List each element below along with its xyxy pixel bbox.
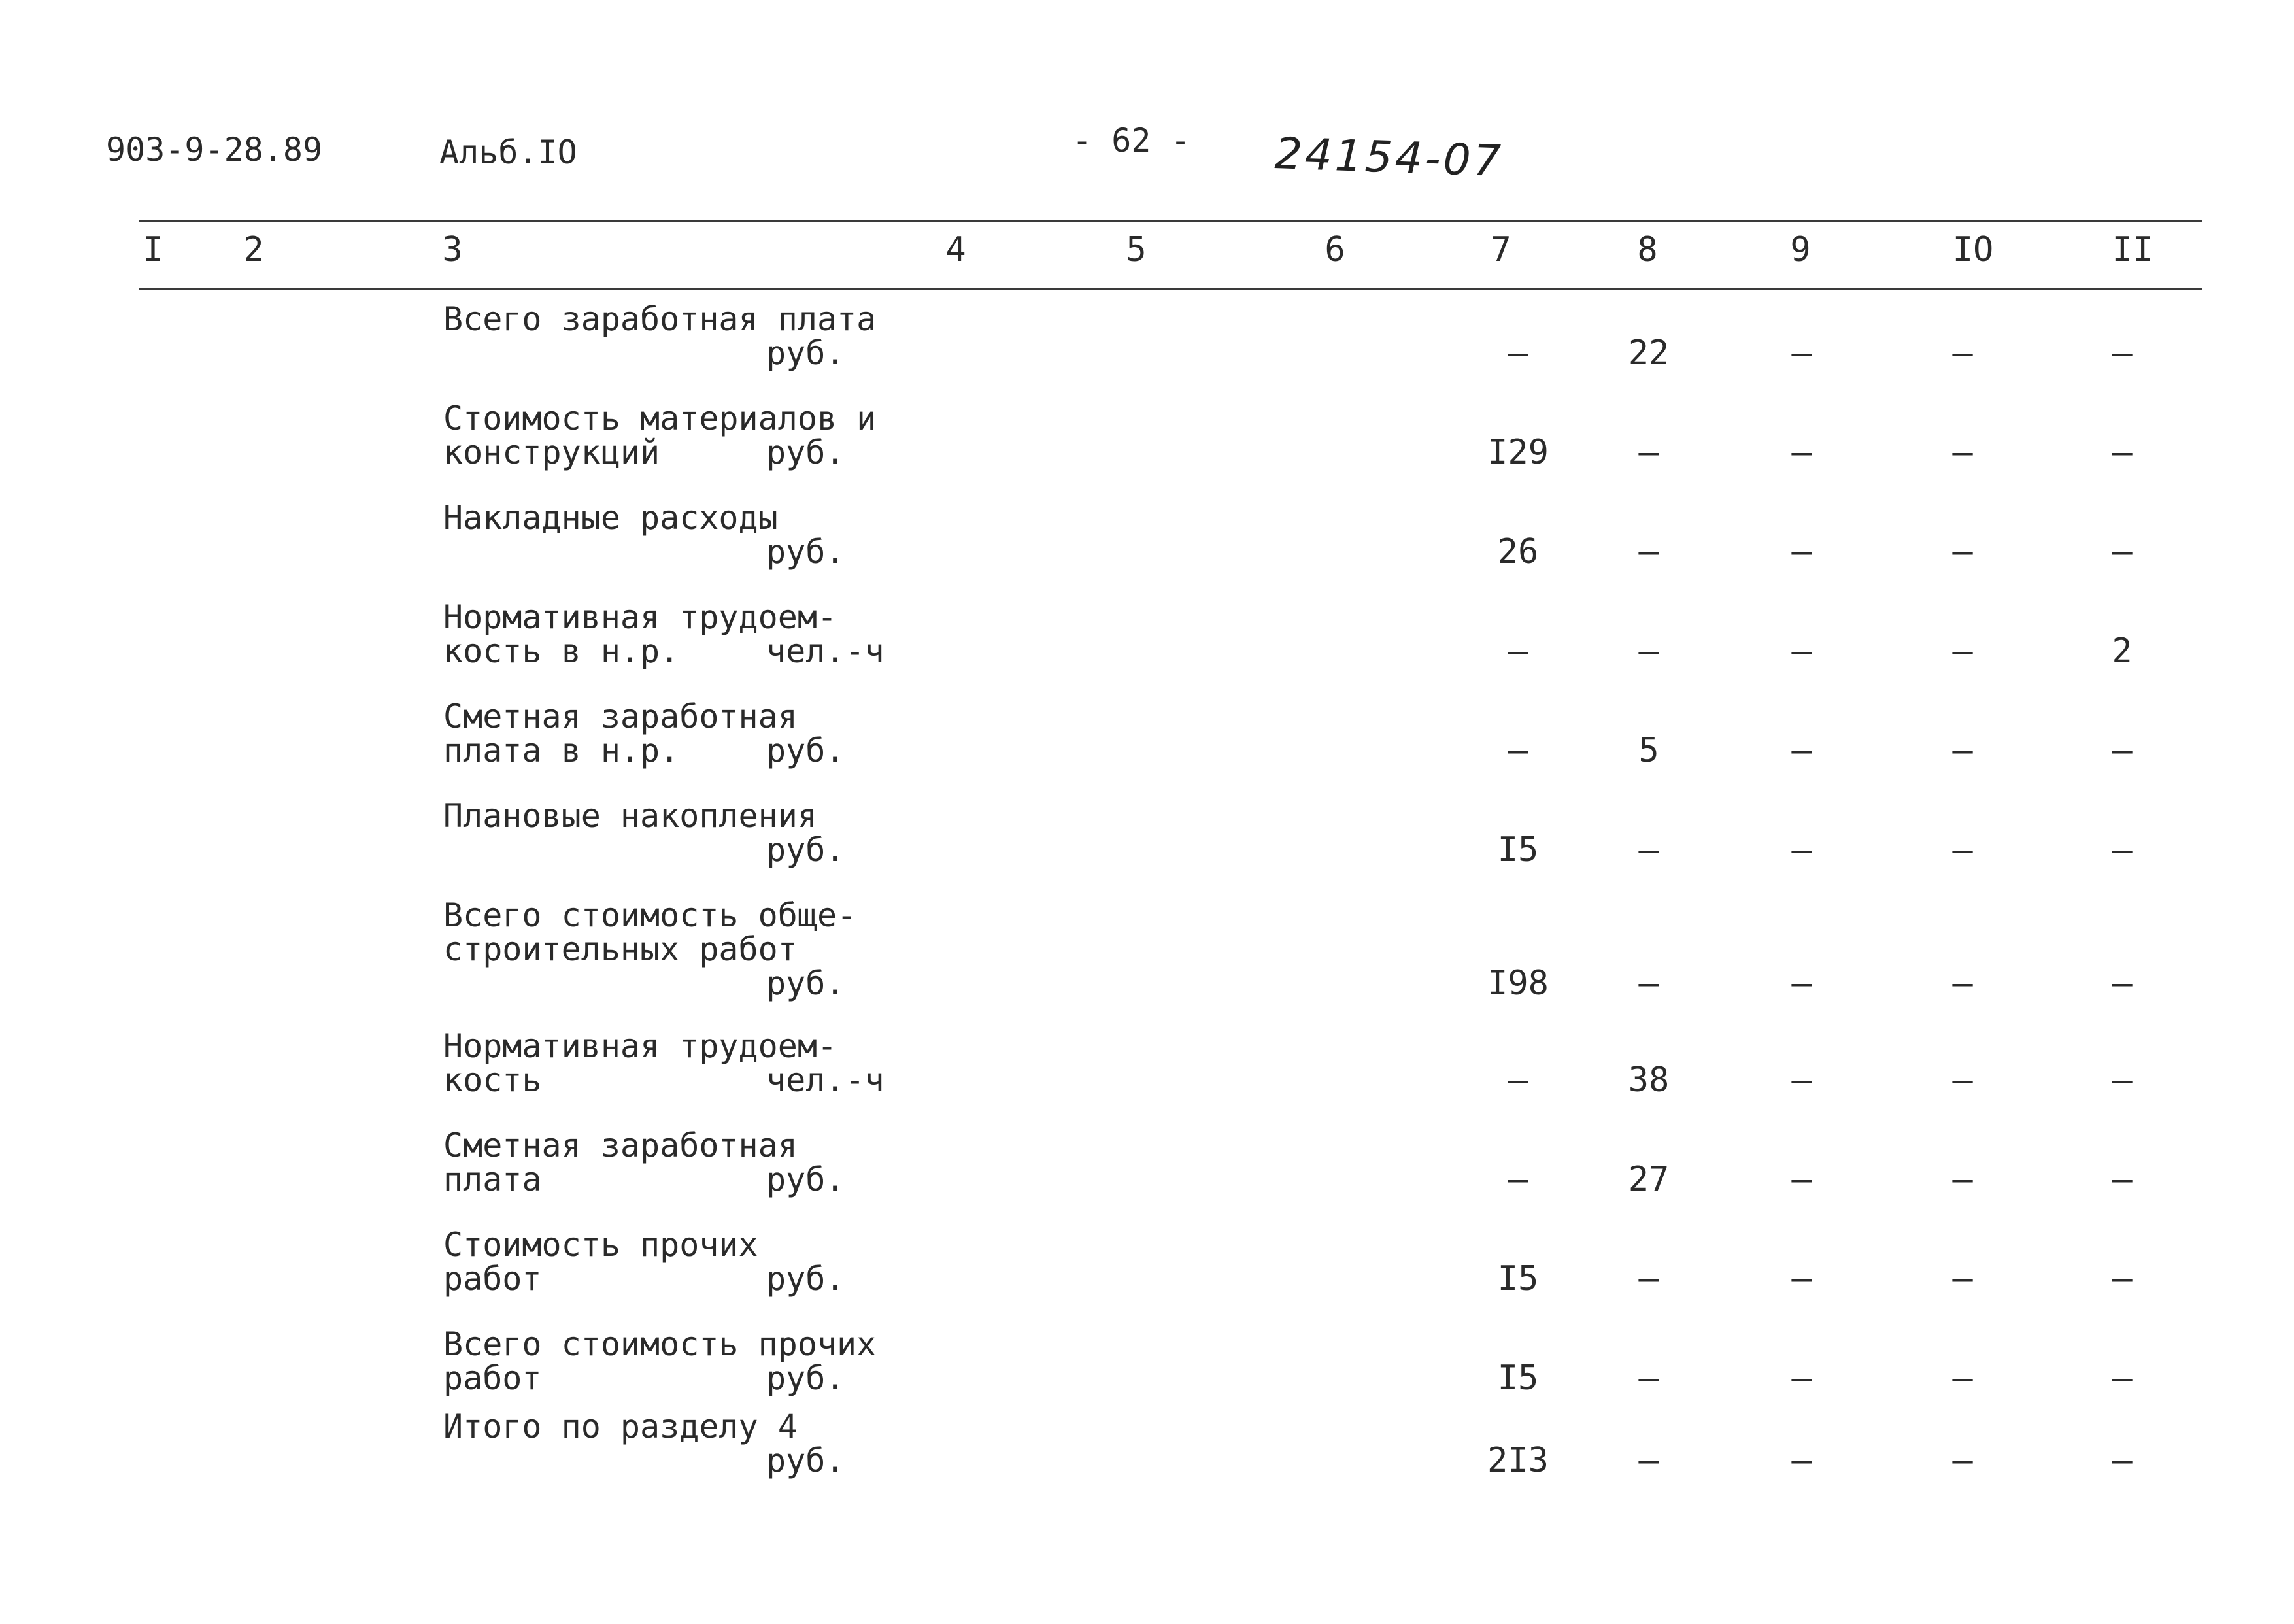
cell-col-9: –	[1791, 1160, 1812, 1199]
row-description-line: Всего стоимость прочих	[443, 1325, 877, 1363]
cell-col-9: –	[1791, 1441, 1812, 1480]
row-description	[443, 1128, 914, 1196]
row-description-line: работ	[443, 1359, 542, 1397]
cell-col-8: –	[1638, 1441, 1659, 1480]
column-number-1: I	[143, 230, 163, 269]
row-unit: руб.	[766, 964, 845, 1002]
row-description-line: конструкций	[443, 433, 660, 471]
row-description-line: Всего заработная плата	[443, 300, 877, 338]
cell-col-10: –	[1952, 1160, 1973, 1199]
row-description-line: Всего стоимость обще-	[443, 896, 857, 934]
row-unit: руб.	[766, 334, 845, 372]
cell-col-11: –	[2112, 433, 2133, 472]
cell-col-8: –	[1638, 632, 1659, 671]
row-unit: руб.	[766, 1260, 845, 1298]
row-description-line: Накладные расходы	[443, 499, 778, 537]
row-description	[443, 1408, 914, 1480]
cell-col-11: –	[2112, 1160, 2133, 1199]
row-description-line: Плановые накопления	[443, 797, 817, 835]
column-number-4: 4	[945, 230, 966, 269]
cell-col-7: 2I3	[1487, 1441, 1549, 1480]
row-description-line: плата	[443, 1160, 542, 1198]
row-unit: руб.	[766, 1359, 845, 1397]
row-description	[443, 1029, 914, 1097]
cell-col-7: 26	[1497, 532, 1539, 571]
cell-col-8: 22	[1628, 333, 1670, 373]
row-description-line: плата в н.р.	[443, 732, 680, 770]
row-description	[443, 300, 914, 372]
column-number-10: IO	[1952, 230, 1994, 269]
row-description-line: Итого по разделу 4	[443, 1408, 798, 1446]
cell-col-7: I5	[1497, 830, 1539, 870]
cell-col-10: –	[1952, 632, 1973, 671]
cell-col-8: –	[1638, 830, 1659, 870]
row-description-line: Стоимость прочих	[443, 1226, 758, 1264]
cell-col-9: –	[1791, 731, 1812, 770]
cell-col-9: –	[1791, 1060, 1812, 1100]
cell-col-10: –	[1952, 731, 1973, 770]
cell-col-7: –	[1508, 1060, 1528, 1100]
row-unit: руб.	[766, 433, 845, 471]
cell-col-10: –	[1952, 433, 1973, 472]
column-number-5: 5	[1126, 230, 1147, 269]
column-number-6: 6	[1324, 230, 1345, 269]
cell-col-11: –	[2112, 964, 2133, 1003]
cell-col-11: –	[2112, 1359, 2133, 1398]
page-number: - 62 -	[1072, 122, 1190, 160]
cell-col-11: –	[2112, 1259, 2133, 1298]
row-unit: руб.	[766, 1442, 845, 1480]
cell-col-11: –	[2112, 532, 2133, 571]
cell-col-7: –	[1508, 333, 1528, 373]
cell-col-10: –	[1952, 830, 1973, 870]
row-description	[443, 700, 914, 768]
row-description-line: Сметная заработная	[443, 698, 798, 736]
cell-col-8: –	[1638, 964, 1659, 1003]
column-number-8: 8	[1637, 230, 1658, 269]
cell-col-9: –	[1791, 964, 1812, 1003]
cell-col-11: –	[2112, 731, 2133, 770]
cell-col-9: –	[1791, 433, 1812, 472]
column-number-2: 2	[243, 230, 264, 269]
cell-col-8: –	[1638, 433, 1659, 472]
cell-col-9: –	[1791, 632, 1812, 671]
cell-col-7: I29	[1487, 433, 1549, 472]
cell-col-7: –	[1508, 632, 1528, 671]
row-description	[443, 1327, 914, 1395]
cell-col-11: –	[2112, 1441, 2133, 1480]
row-unit: руб.	[766, 732, 845, 770]
table-top-rule	[139, 220, 2202, 222]
row-description	[443, 797, 914, 869]
row-description	[443, 401, 914, 469]
cell-col-7: I5	[1497, 1259, 1539, 1298]
row-description-line: строительных работ	[443, 930, 798, 968]
row-unit: чел.-ч	[766, 632, 885, 670]
row-description-line: Сметная заработная	[443, 1126, 798, 1164]
cell-col-9: –	[1791, 1359, 1812, 1398]
cell-col-9: –	[1791, 532, 1812, 571]
cell-col-7: I5	[1497, 1359, 1539, 1398]
cell-col-9: –	[1791, 1259, 1812, 1298]
cell-col-7: –	[1508, 1160, 1528, 1199]
row-description-line: кость в н.р.	[443, 632, 680, 670]
table-header-rule	[139, 288, 2202, 290]
column-number-7: 7	[1491, 230, 1511, 269]
cell-col-10: –	[1952, 1259, 1973, 1298]
cell-col-11: –	[2112, 830, 2133, 870]
row-description-line: Нормативная трудоем-	[443, 598, 837, 636]
inventory-number: 24154-07	[1274, 128, 1504, 187]
cell-col-8: 27	[1628, 1160, 1670, 1199]
row-description-line: работ	[443, 1260, 542, 1298]
cell-col-8: –	[1638, 1359, 1659, 1398]
row-description-line: Стоимость материалов и	[443, 399, 877, 437]
row-unit: руб.	[766, 1160, 845, 1198]
row-unit: чел.-ч	[766, 1061, 885, 1099]
cell-col-9: –	[1791, 333, 1812, 373]
cell-col-9: –	[1791, 830, 1812, 870]
cell-col-8: 38	[1628, 1060, 1670, 1100]
cell-col-11: –	[2112, 333, 2133, 373]
cell-col-8: –	[1638, 1259, 1659, 1298]
cell-col-8: 5	[1638, 731, 1659, 770]
row-description-line: Нормативная трудоем-	[443, 1027, 837, 1065]
cell-col-10: –	[1952, 1441, 1973, 1480]
cell-col-10: –	[1952, 532, 1973, 571]
row-description	[443, 1228, 914, 1296]
cell-col-10: –	[1952, 964, 1973, 1003]
cell-col-7: –	[1508, 731, 1528, 770]
column-number-3: 3	[442, 230, 463, 269]
cell-col-10: –	[1952, 1060, 1973, 1100]
row-description	[443, 600, 914, 668]
row-unit: руб.	[766, 831, 845, 869]
cell-col-11: –	[2112, 1060, 2133, 1100]
cell-col-10: –	[1952, 333, 1973, 373]
row-unit: руб.	[766, 533, 845, 571]
cell-col-11: 2	[2112, 632, 2133, 671]
album-number: Альб.IO	[439, 133, 577, 171]
column-number-9: 9	[1790, 230, 1811, 269]
row-description	[443, 896, 914, 1002]
row-description	[443, 499, 914, 571]
row-description-line: кость	[443, 1061, 542, 1099]
column-number-11: II	[2112, 230, 2153, 269]
cell-col-10: –	[1952, 1359, 1973, 1398]
cell-col-8: –	[1638, 532, 1659, 571]
cell-col-7: I98	[1487, 964, 1549, 1003]
document-code: 903-9-28.89	[106, 131, 323, 169]
